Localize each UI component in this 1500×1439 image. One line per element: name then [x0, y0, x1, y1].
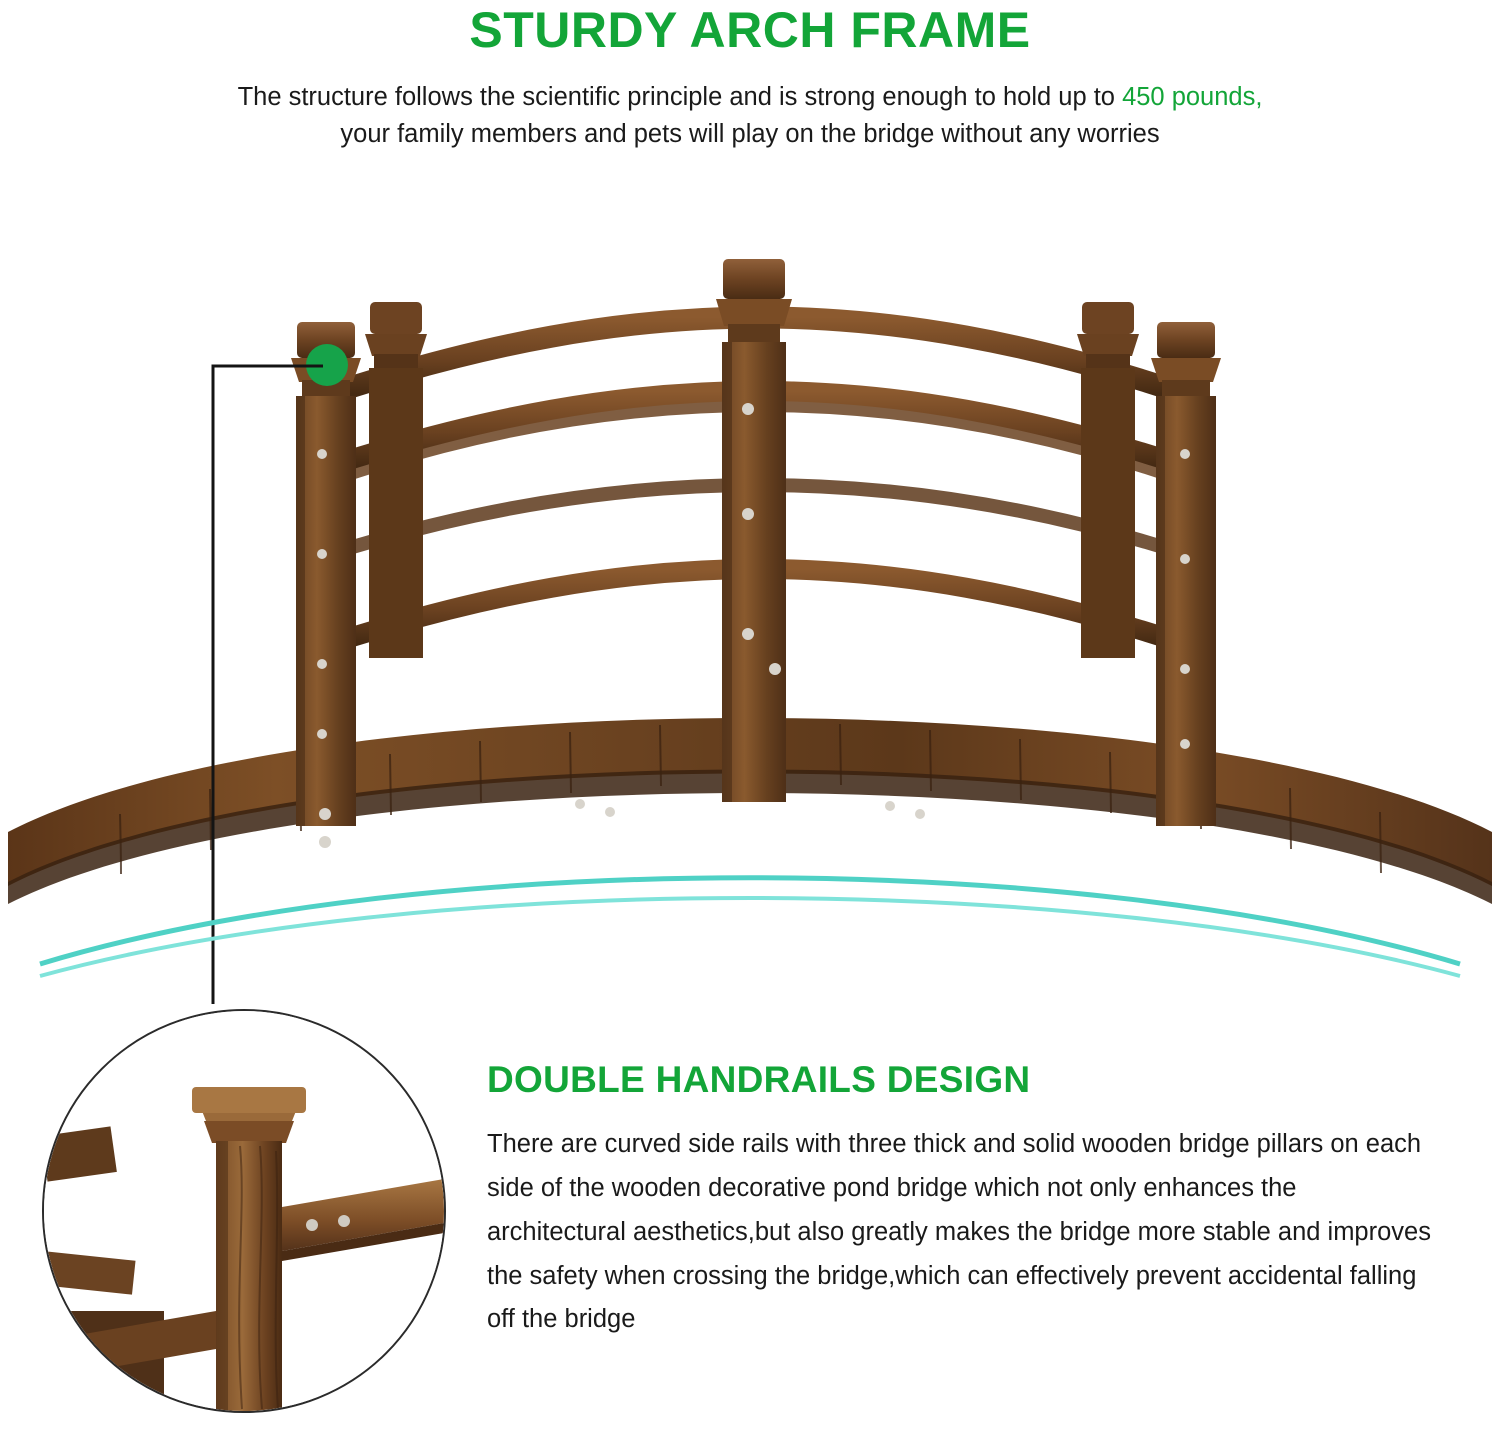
bridge-post-center — [716, 259, 792, 802]
description-part-2: your family members and pets will play on the bridge without any worries — [340, 120, 1160, 149]
arc-decoration — [0, 854, 1500, 984]
weight-capacity-highlight: 450 pounds, — [1122, 82, 1263, 111]
feature-title: DOUBLE HANDRAILS DESIGN — [487, 1059, 1031, 1100]
bridge-post-left-far — [365, 302, 427, 658]
bridge-post-right-near — [1151, 322, 1221, 826]
post-closeup-illustration — [44, 1011, 444, 1411]
feature-text-block — [487, 1059, 1437, 1342]
bridge-post-right-far — [1077, 302, 1139, 658]
feature-description: There are curved side rails with three thick and solid wooden bridge pillars on each side of the wooden decorative pond bridge which not only enhances the architectural aesthetics,but also greatly makes the bridge more stable and improves the safety when crossing the bridge,which can effectively prevent accidental falling off the bridge — [487, 1130, 1431, 1334]
description-part-1: The structure follows the scientific principle and is strong enough to hold up to — [237, 82, 1123, 111]
page-title: STURDY ARCH FRAME — [469, 2, 1031, 58]
hero-product-image — [0, 214, 1500, 974]
headline-description — [50, 79, 1450, 154]
detail-closeup-image — [42, 1009, 446, 1413]
